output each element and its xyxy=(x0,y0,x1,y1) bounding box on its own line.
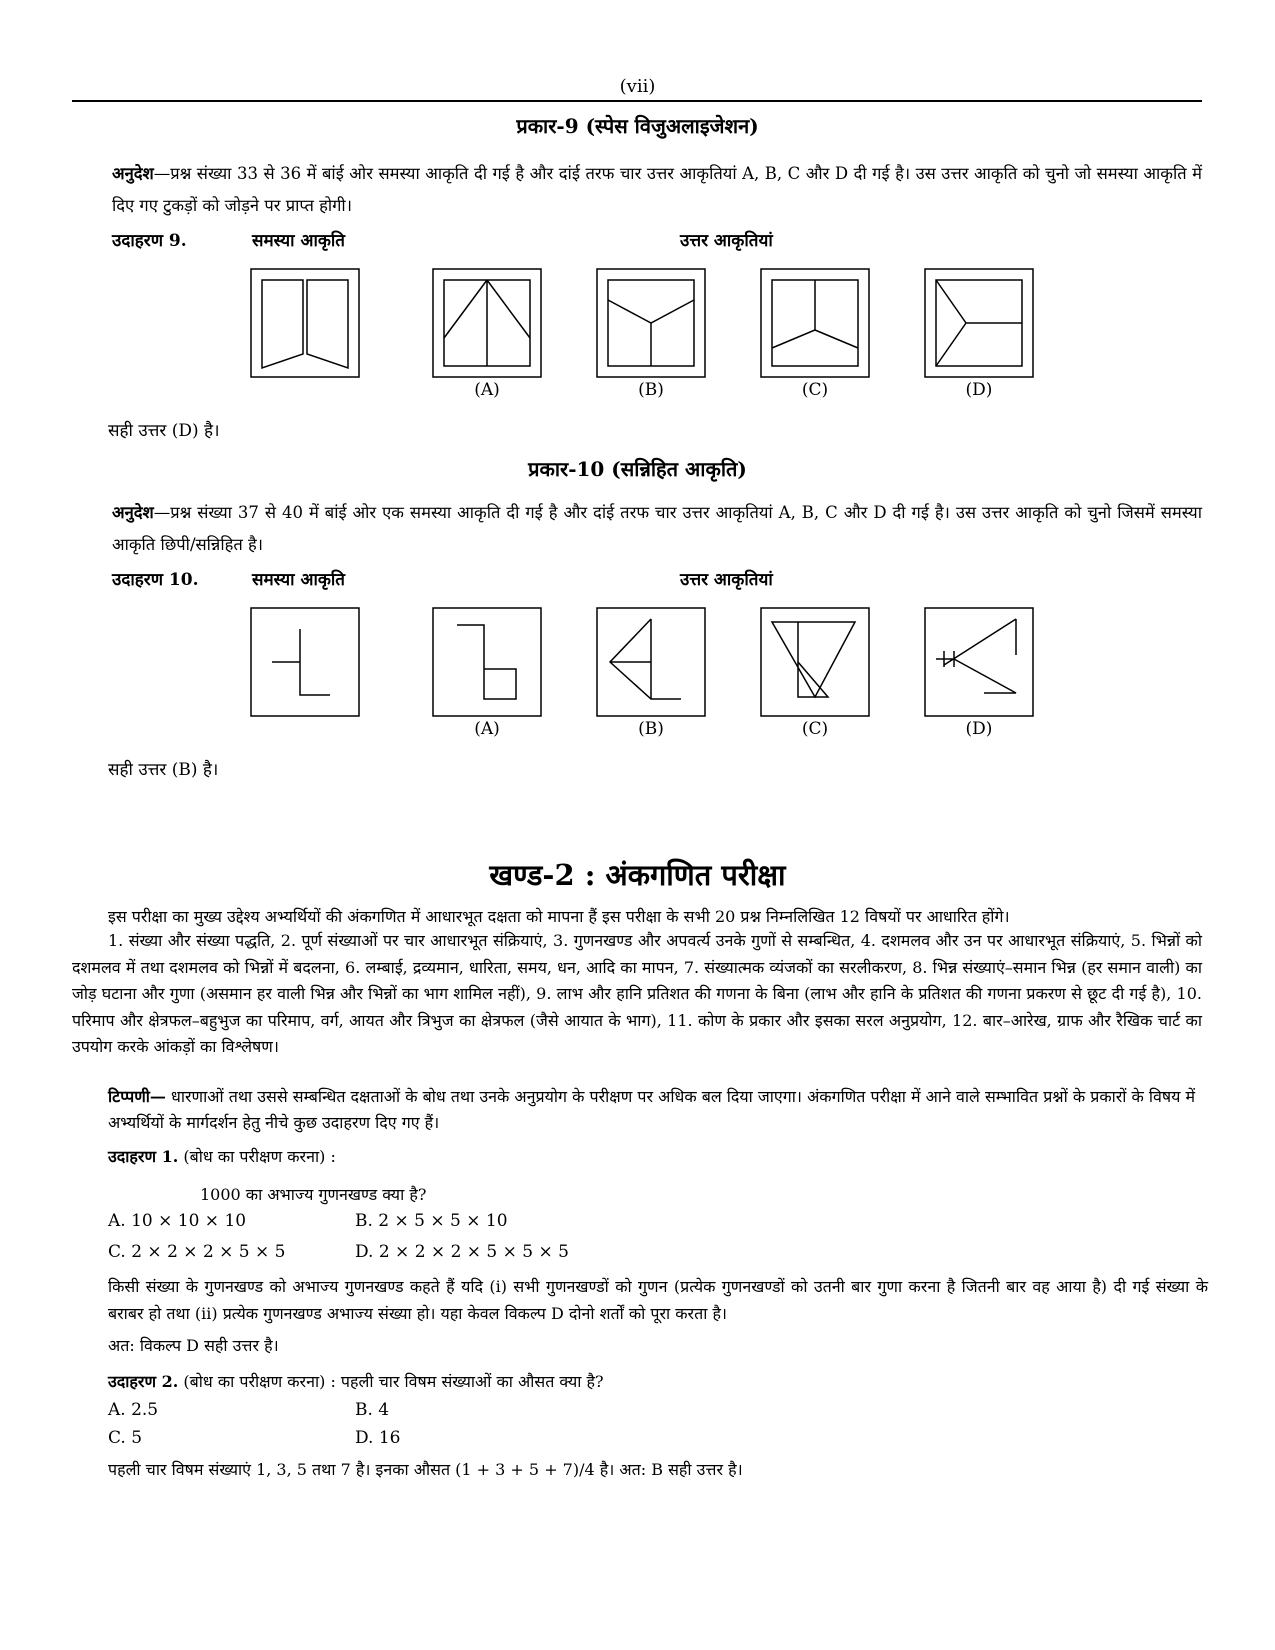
type10-example-label: उदाहरण 10. xyxy=(112,570,199,590)
section2-note-lead: टिप्पणी— xyxy=(108,1087,166,1106)
type9-answer: सही उत्तर (D) है। xyxy=(108,421,220,441)
type10-caption-b: (B) xyxy=(638,719,664,739)
type10-answer-label: उत्तर आकृतियां xyxy=(680,570,773,590)
section2-note xyxy=(108,1084,1208,1136)
type10-problem-label: समस्या आकृति xyxy=(252,570,345,590)
type9-answer-label: उत्तर आकृतियां xyxy=(680,231,773,251)
section2-note-text: धारणाओं तथा उससे सम्बन्धित दक्षताओं के बोध तथा उनके अनुप्रयोग के परीक्षण पर अधिक बल दिया जाएगा। अंकगणित परीक्षा में आने वाले सम्भावित प्रश्नों के प्रकारों के विषय में अभ्यर्थियों के मार्गदर्शन हेतु नीचे कुछ उदाहरण दिए गए हैं। xyxy=(108,1087,1196,1132)
type10-caption-d: (D) xyxy=(965,719,993,739)
type10-caption-c: (C) xyxy=(801,719,829,739)
section2-heading: खण्ड-2 : अंकगणित परीक्षा xyxy=(489,858,786,892)
ex2-label: उदाहरण 2. xyxy=(108,1372,179,1391)
page-number: (vii) xyxy=(619,76,656,97)
ex2-option-d: D. 16 xyxy=(355,1428,401,1448)
type10-option-b-figure xyxy=(596,607,706,717)
type9-instruction xyxy=(112,158,1202,222)
ex1-header xyxy=(108,1145,336,1167)
type9-instruction-lead: अनुदेश xyxy=(112,164,154,183)
ex2-explanation: पहली चार विषम संख्याएं 1, 3, 5 तथा 7 है। इनका औसत (1 + 3 + 5 + 7)/4 है। अत: B सही उत्तर है। xyxy=(108,1460,743,1479)
type9-caption-d: (D) xyxy=(965,380,993,400)
type9-option-a-figure xyxy=(432,268,542,378)
type9-heading: प्रकार-9 (स्पेस विजुअलाइजेशन) xyxy=(516,114,759,138)
type9-option-d-figure xyxy=(924,268,1034,378)
type9-caption-a: (A) xyxy=(474,380,500,400)
ex1-question: 1000 का अभाज्य गुणनखण्ड क्या है? xyxy=(200,1185,427,1204)
section2-topics: 1. संख्या और संख्या पद्धति, 2. पूर्ण संख्याओं पर चार आधारभूत संक्रियाएं, 3. गुणनखण्ड और अपवर्त्य उनके गुणों से सम्बन्धित, 4. दशमलव और उन पर आधारभूत संक्रियाएं, 5. भिन्नों को दशमलव में तथा दशमलव को भिन्नों में बदलना, 6. लम्बाई, द्रव्यमान, धारिता, समय, धन, आदि का मापन, 7. संख्यात्मक व्यंजकों का सरलीकरण, 8. भिन्न संख्याएं–समान भिन्न (हर समान वाली) का जोड़ घटाना और गुणा (असमान हर वाली भिन्न और भिन्नों का भाग शामिल नहीं), 9. लाभ और हानि प्रतिशत की गणना के बिना (लाभ और हानि के प्रतिशत की गणना प्रकरण से छूट दी गई है), 10. परिमाप और क्षेत्रफल–बहुभुज का परिमाप, वर्ग, आयत और त्रिभुज का क्षेत्रफल (जैसे आयात के भाग), 11. कोण के प्रकार और इसका सरल अनुप्रयोग, 12. बार–आरेख, ग्राफ और रैखिक चार्ट का उपयोग करके आंकड़ों का विश्लेषण। xyxy=(72,931,1202,1056)
type10-instruction xyxy=(112,497,1202,561)
ex1-option-c: C. 2 × 2 × 2 × 5 × 5 xyxy=(108,1242,286,1262)
section2-intro: इस परीक्षा का मुख्य उद्देश्य अभ्यर्थियों की अंकगणित में आधारभूत दक्षता को मापना हैं इस परीक्षा के सभी 20 प्रश्न निम्नलिखित 12 विषयों पर आधारित होंगे। xyxy=(108,907,1010,926)
type10-caption-a: (A) xyxy=(474,719,500,739)
type10-instruction-lead: अनुदेश xyxy=(112,503,154,522)
ex1-explanation: किसी संख्या के गुणनखण्ड को अभाज्य गुणनखण्ड कहते हैं यदि (i) सभी गुणनखण्डों को गुणन (प्रत्येक गुणनखण्डों को उतनी बार गुणा करना है जितनी बार वह आया है) दी गई संख्या के बराबर हो तथा (ii) प्रत्येक गुणनखण्ड अभाज्य संख्या हो। यहा केवल विकल्प D दोनो शर्तों को पूरा करता है। xyxy=(108,1277,1208,1323)
type9-caption-b: (B) xyxy=(638,380,664,400)
type10-problem-figure xyxy=(250,607,360,717)
type9-instruction-text: —प्रश्न संख्या 33 से 36 में बांई ओर समस्या आकृति दी गई है और दांई तरफ चार उत्तर आकृतियां A, B, C और D दी गई है। उस उत्तर आकृति को चुनो जो समस्या आकृति में दिए गए टुकड़ों को जोड़ने पर प्राप्त होगी। xyxy=(112,164,1202,215)
type10-answer: सही उत्तर (B) है। xyxy=(108,760,219,780)
ex1-context: (बोध का परीक्षण करना) : xyxy=(183,1147,336,1166)
ex1-option-a: A. 10 × 10 × 10 xyxy=(108,1211,247,1231)
type10-heading: प्रकार-10 (सन्निहित आकृति) xyxy=(528,457,747,481)
type10-option-c-figure xyxy=(760,607,870,717)
type9-option-b-figure xyxy=(596,268,706,378)
ex1-label: उदाहरण 1. xyxy=(108,1147,179,1166)
ex2-option-c: C. 5 xyxy=(108,1428,143,1448)
type9-problem-label: समस्या आकृति xyxy=(252,231,345,251)
type10-instruction-text: —प्रश्न संख्या 37 से 40 में बांई ओर एक समस्या आकृति दी गई है और दांई तरफ चार उत्तर आकृतियां A, B, C और D दी गई है। उस उत्तर आकृति को चुनो जिसमें समस्या आकृति छिपी/सन्निहित है। xyxy=(112,503,1202,554)
ex2-option-b: B. 4 xyxy=(355,1400,390,1420)
ex1-answer: अत: विकल्प D सही उत्तर है। xyxy=(108,1336,279,1355)
ex1-option-b: B. 2 × 5 × 5 × 10 xyxy=(355,1211,508,1231)
type10-option-a-figure xyxy=(432,607,542,717)
type10-option-d-figure xyxy=(924,607,1034,717)
ex2-question: (बोध का परीक्षण करना) : पहली चार विषम संख्याओं का औसत क्या है? xyxy=(183,1372,604,1391)
header-rule xyxy=(72,100,1202,102)
type9-example-label: उदाहरण 9. xyxy=(112,231,187,251)
ex2-header xyxy=(108,1370,604,1392)
ex2-option-a: A. 2.5 xyxy=(108,1400,159,1420)
type9-caption-c: (C) xyxy=(801,380,829,400)
type9-problem-figure xyxy=(250,268,360,378)
type9-option-c-figure xyxy=(760,268,870,378)
ex1-option-d: D. 2 × 2 × 2 × 5 × 5 × 5 xyxy=(355,1242,569,1262)
